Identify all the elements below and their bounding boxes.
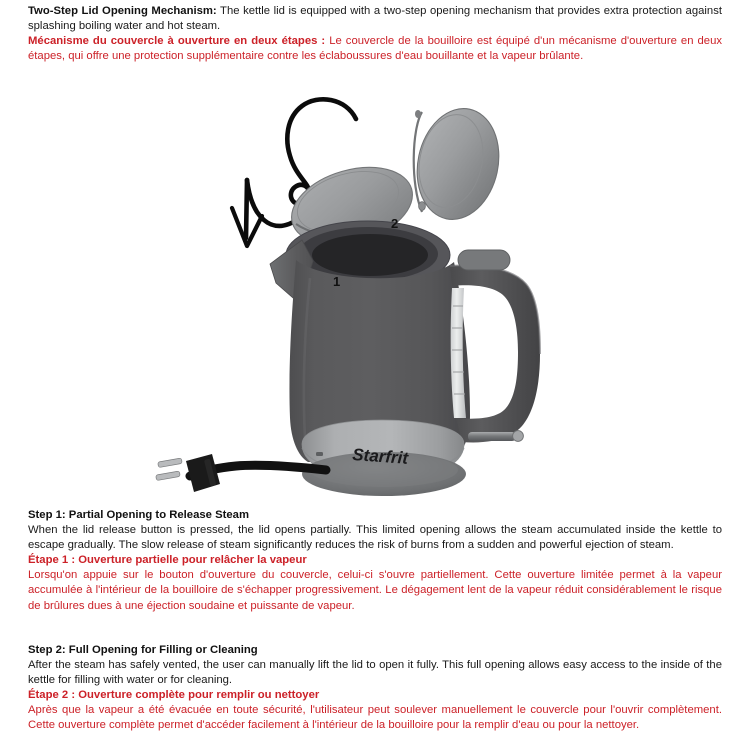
intro-french-body: Le couvercle de la bouilloire est équipé d'un mécanisme d'ouverture en deux étapes, qui offre une protection supplémentaire contre les éclaboussures d'eau bouillante et la vapeur brûlante. (28, 35, 723, 63)
kettle-illustration (150, 88, 600, 498)
step2-french-heading: Étape 2 : Ouverture complète pour remplir ou nettoyer (28, 689, 320, 702)
plug-prong-lower (156, 471, 181, 481)
base-connector-rod (468, 431, 523, 442)
plug-prong-upper (158, 458, 183, 468)
intro-english-body: The kettle lid is equipped with a two-step opening mechanism that provides extra protection against splashing boiling water and hot steam. (28, 5, 722, 33)
intro-text-block (28, 4, 722, 64)
step1-french-heading: Étape 1 : Ouverture partielle pour relâcher la vapeur (28, 554, 307, 567)
intro-english-lead: Two-Step Lid Opening Mechanism: (28, 5, 217, 17)
lid-position-2 (407, 101, 509, 227)
intro-french-lead: Mécanisme du couvercle à ouverture en deux étapes : (28, 35, 326, 48)
callout-label-1: 1 (333, 274, 341, 289)
step1-english-body: When the lid release button is pressed, the lid opens partially. This limited opening allows the steam accumulated inside the kettle to escape gradually. The slow release of steam significantly reduces the risk of burns from a sudden and powerful ejection of steam. (28, 524, 722, 552)
step1-english-heading: Step 1: Partial Opening to Release Steam (28, 509, 249, 521)
intro-english-paragraph (28, 4, 722, 34)
step2-text-block (28, 643, 722, 734)
step1-text-block (28, 508, 722, 614)
step2-english-body: After the steam has safely vented, the user can manually lift the lid to open it fully. This full opening allows easy access to the inside of the kettle for filling with water or for cleaning. (28, 659, 722, 687)
step2-english-heading: Step 2: Full Opening for Filling or Cleaning (28, 644, 258, 656)
step2-french-body: Après que la vapeur a été évacuée en toute sécurité, l'utilisateur peut soulever manuellement le couvercle pour l'ouvrir complètement. Cette ouverture complète permet d'accéder facilement à l'intérieur de la bouilloire pour la remplir d'eau ou pour la nettoyer. (28, 704, 722, 732)
lid-release-button (458, 250, 510, 270)
step1-french-body: Lorsqu'on appuie sur le bouton d'ouverture du couvercle, celui-ci s'ouvre partiellement. Cette ouverture limitée permet à la vapeur accumulée à l'intérieur de la bouilloire de s'échapper progressivement. Le dégagement lent de la vapeur réduit considérablement le risque de brûlures dues à une éjection soudaine et puissante de vapeur. (28, 569, 722, 612)
callout-label-2: 2 (391, 216, 399, 231)
brand-wordmark: Starfrit (351, 445, 409, 468)
intro-french-paragraph (28, 34, 722, 64)
